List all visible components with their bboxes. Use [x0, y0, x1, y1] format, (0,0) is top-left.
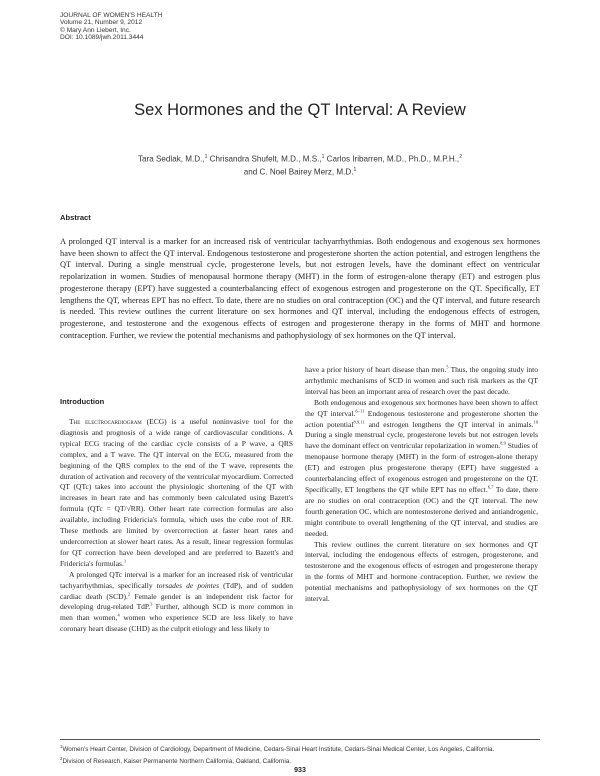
affiliation-marker: 2	[459, 154, 462, 160]
author-name: Tara Sedlak, M.D.,	[138, 154, 205, 164]
footnote-divider	[60, 739, 540, 740]
body-paragraph	[305, 365, 538, 398]
body-text: have a prior history of heart disease than men.	[305, 365, 447, 374]
journal-header	[60, 12, 162, 42]
footnote-text: Division of Research, Kaiser Permanente Northern California, Oakland, California.	[62, 757, 291, 765]
citation: 3	[150, 601, 153, 607]
body-text: Further, although SCD is more common in men than women,	[60, 602, 293, 623]
author-name: Chrisandra Shufelt, M.D., M.S.,	[207, 154, 322, 164]
body-text: Female gender is an independent risk factor for developing drug-related TdP.	[60, 591, 293, 612]
affiliation-marker: 1	[353, 166, 357, 173]
body-paragraph: This review outlines the current literature on sex hormones and QT interval, including the endogenous effects of estrogen, progesterone, and testosterone and the exogenous effects of estrogen and progesterone therapy in the forms of MHT and hormone contraception. Further, we review the potential mechanisms and pathophysiology of sex hormones on the QT interval.	[305, 539, 538, 604]
footnote-marker: 1	[60, 744, 63, 749]
citation: 8,9,11	[353, 419, 365, 425]
journal-volume: Volume 21, Number 9, 2012	[60, 19, 143, 27]
body-text: ). Other heart rate correction formulas are also available, including Fridericia's formula, which uses the cube root of RR. These methods are limited by overcorrection at faster heart rates and undercorrection at slower heart rates. As a result, linear regression formulas for QT correction have been developed and are preferred to Bazett's and Fridericia's formulas.	[60, 504, 293, 568]
footnote	[60, 755, 540, 767]
body-column-right	[305, 365, 538, 605]
author-name: and C. Noel Bairey Merz, M.D.	[243, 167, 354, 177]
journal-copyright: © Mary Ann Liebert, Inc.	[60, 26, 131, 34]
italic-term: torsades de pointes	[156, 580, 219, 590]
body-text: During a single menstrual cycle, progesterone levels but not estrogen levels have the dominant effect on ventricular repolarization in women.	[305, 430, 538, 451]
body-text: Both endogenous and exogenous sex hormones have been shown to affect the QT interval.	[305, 397, 538, 418]
author-name: Carlos Iribarren, M.D., Ph.D., M.P.H.,	[324, 154, 460, 164]
body-text: Thus, the ongoing study into arrhythmic mechanisms of SCD in women and such risk markers as the QT interval has been an important area of research over the past decade.	[305, 365, 538, 396]
body-text: To date, there are no studies on oral contraception (OC) and the QT interval. The new fourth generation OC, which are nontestosterone derived and antiandrogenic, might contribute to overall lengthening of the QT interval, and studies are needed.	[305, 484, 538, 538]
journal-name: JOURNAL OF WOMEN'S HEALTH	[60, 12, 163, 19]
citation: 6,7	[487, 484, 494, 490]
affiliation-marker: 1	[321, 154, 325, 160]
citation: 4	[117, 612, 120, 618]
citation: 10	[533, 419, 539, 425]
footnotes	[60, 743, 540, 766]
body-paragraph	[305, 398, 538, 540]
body-text: A prolonged QTc interval is a marker for an increased risk of ventricular tachyarrhythmias, specifically	[60, 569, 293, 590]
body-text: (ECG) is a useful noninvasive tool for the diagnosis and prognosis of a wide range of cardiovascular conditions. A typical ECG tracing of the cardiac cycle consists of a P wave, a QRS complex, and a T wave. The QT interval on the ECG, measured from the beginning of the QRS complex to the end of the T wave, represents the duration of activation and recovery of the ventricular myocardium. Corrected QT (QTc) takes into account the physiologic shortening of the QT with increases in heart rate and has commonly been calculated using Bazett's formula (QTc = QT/	[60, 417, 293, 514]
body-text: (TdP), and of sudden cardiac death (SCD).	[60, 580, 294, 601]
citation: 2	[127, 591, 131, 596]
body-text: women who experience SCD are less likely to have coronary heart disease (CHD) as the culprit etiology and less likely to	[60, 613, 293, 634]
body-paragraph	[60, 570, 293, 635]
journal-doi: DOI: 10.1089/jwh.2011.3444	[60, 34, 144, 42]
affiliation-marker: 1	[204, 154, 208, 160]
lead-in-text: The electrocardiogram	[69, 417, 142, 426]
footnote	[60, 743, 540, 755]
citation: 1	[123, 558, 127, 564]
body-paragraph	[60, 417, 293, 570]
sqrt-expression: √RR	[126, 504, 141, 514]
introduction-heading: Introduction	[60, 397, 105, 406]
body-text: Endogenous testosterone and progesterone shorten the action potential	[305, 408, 538, 429]
abstract-text: A prolonged QT interval is a marker for an increased risk of ventricular tachyarrhythmias. Both endogenous and exogenous sex hormones have been shown to affect the QT interval. Endogenous testosterone and progesterone shorten the action potential, and estrogen lengthens the QT interval. During a single menstrual cycle, progesterone levels, but not estrogen levels, have the dominant effect on ventricular repolarization in women. Studies of menopausal hormone therapy (MHT) in the form of estrogen-alone therapy (ET) and estrogen plus progesterone therapy (EPT) have suggested a counterbalancing effect of exogenous estrogen and progesterone on the QT. Specifically, ET lengthens the QT, whereas EPT has no effect. To date, there are no studies on oral contraception (OC) and the QT interval, and future research is needed. This review outlines the current literature on sex hormones and QT interval, including the endogenous effects of estrogen, progesterone, and testosterone and the exogenous effects of estrogen and progesterone therapy in the forms of MHT and hormone contraception. Further, we review the potential mechanisms and pathophysiology of sex hormones on the QT interval.	[60, 237, 540, 340]
abstract-heading: Abstract	[60, 213, 91, 222]
body-text: Studies of menopause hormone therapy (MHT) in the form of estrogen-alone therapy (ET) and estrogen plus progesterone therapy (EPT) have suggested a counterbalancing effect of exogenous estrogen and progesterone on the QT. Specifically, ET lengthens the QT while EPT has no effect.	[305, 441, 538, 494]
footnote-marker: 2	[60, 755, 63, 761]
citation: 6–11	[355, 408, 365, 414]
article-title: Sex Hormones and the QT Interval: A Review	[134, 101, 466, 119]
citation: 8,9	[500, 440, 506, 446]
citation: 5	[446, 364, 449, 370]
footnote-text: Women's Heart Center, Division of Cardiology, Department of Medicine, Cedars-Sinai Heart Institute, Cedars-Sinai Medical Center, Los Angeles, California.	[62, 746, 495, 754]
page-number: 933	[294, 767, 306, 774]
author-list	[80, 152, 520, 178]
body-text: and estrogen lengthens the QT interval in animals.	[364, 419, 534, 429]
body-column-left	[60, 417, 293, 635]
